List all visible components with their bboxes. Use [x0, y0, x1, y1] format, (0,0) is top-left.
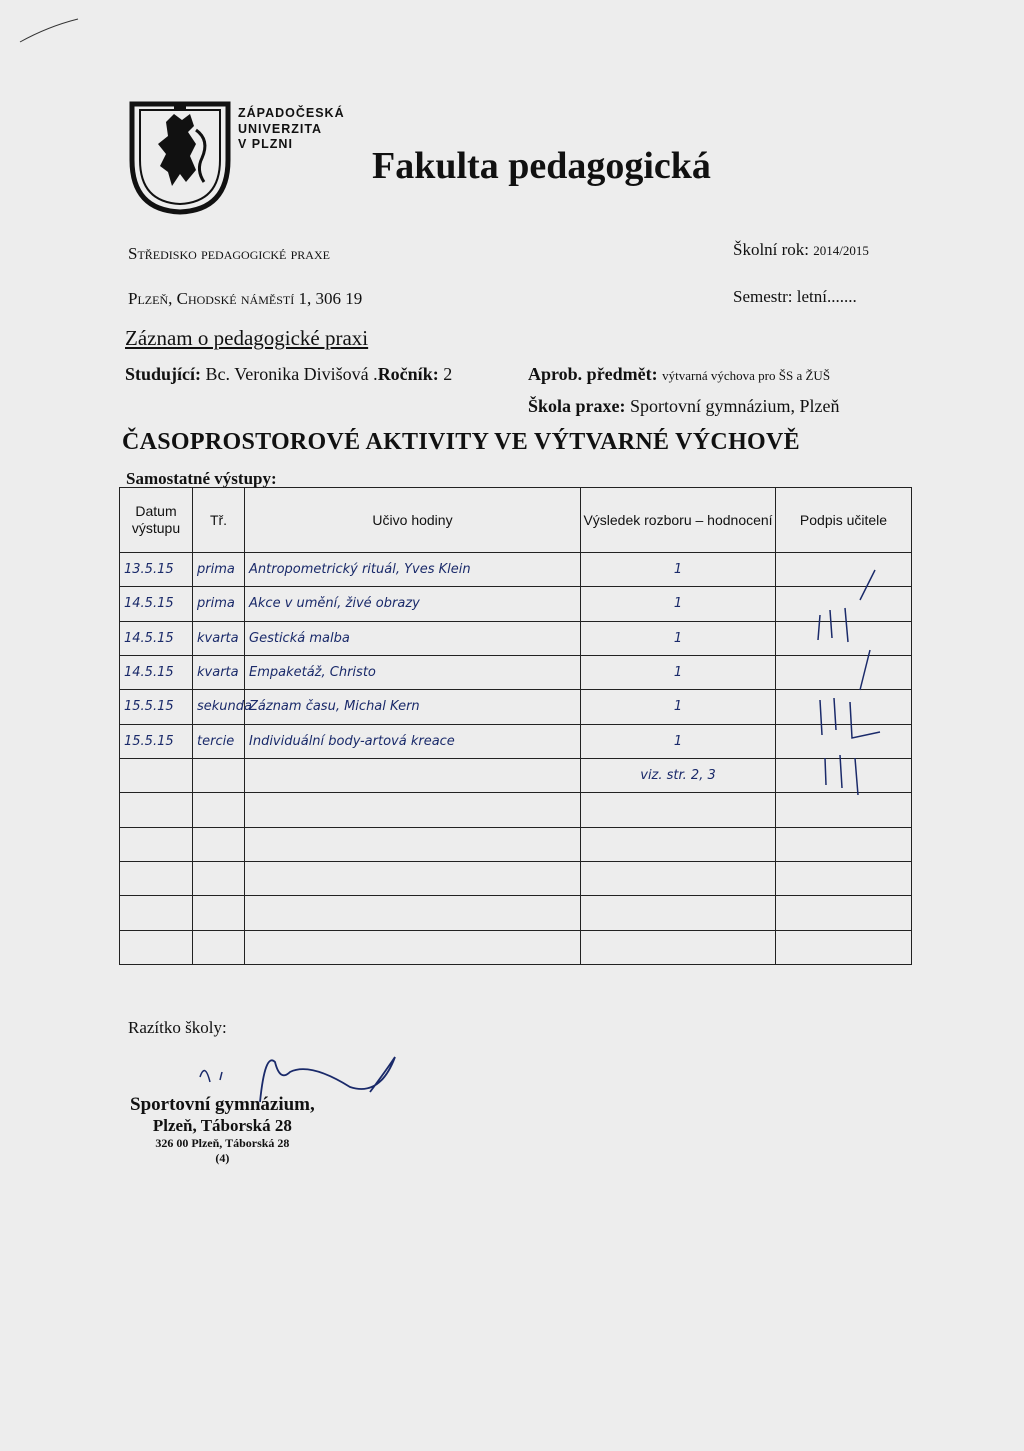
cell-topic [245, 930, 581, 964]
cell-result: 1 [581, 655, 776, 689]
header-result: Výsledek rozboru – hodnocení [581, 488, 776, 553]
cell-date: 15.5.15 [120, 690, 193, 724]
cell-result: 1 [581, 724, 776, 758]
cell-topic [245, 896, 581, 930]
university-line-2: UNIVERZITA [238, 121, 323, 136]
cell-result [581, 930, 776, 964]
cell-signature [776, 827, 912, 861]
stamp-label: Razítko školy: [128, 1018, 227, 1037]
stamp-line-3: 326 00 Plzeň, Táborská 28 [155, 1136, 290, 1150]
corner-pen-mark [18, 16, 83, 46]
cell-topic [245, 758, 581, 792]
table-row [120, 861, 912, 895]
school-year-label: Školní rok: [733, 240, 810, 259]
header-class: Tř. [193, 488, 245, 553]
section-title: ČASOPROSTOROVÉ AKTIVITY VE VÝTVARNÉ VÝCHOVĚ [122, 429, 800, 455]
cell-result [581, 861, 776, 895]
school-line [528, 396, 840, 417]
university-line-1: ZÁPADOČESKÁ [238, 106, 345, 120]
cell-class: kvarta [193, 655, 245, 689]
cell-result: 1 [581, 553, 776, 587]
cell-class [193, 930, 245, 964]
cell-class [193, 861, 245, 895]
cell-date [120, 930, 193, 964]
cell-signature [776, 930, 912, 964]
center-address: Plzeň, Chodské náměstí 1, 306 19 [128, 289, 363, 308]
table-row [120, 896, 912, 930]
record-title: Záznam o pedagogické praxi [125, 326, 369, 350]
student-value: Bc. Veronika Divišová . [205, 364, 378, 384]
cell-topic: Individuální body-artová kreace [245, 724, 581, 758]
year-label: Ročník: [377, 364, 439, 384]
year-value: 2 [443, 364, 453, 384]
university-name [238, 106, 345, 153]
cell-topic [245, 861, 581, 895]
cell-result: 1 [581, 690, 776, 724]
cell-class: tercie [193, 724, 245, 758]
aprob-label: Aprob. předmět: [528, 364, 658, 384]
cell-date: 14.5.15 [120, 587, 193, 621]
teacher-signature-scribble [790, 560, 905, 800]
cell-topic: Gestická malba [245, 621, 581, 655]
cell-date [120, 758, 193, 792]
cell-date [120, 861, 193, 895]
school-year-value: 2014/2015 [813, 243, 869, 258]
student-line [125, 364, 452, 385]
cell-signature [776, 861, 912, 895]
cell-date [120, 827, 193, 861]
cell-result: 1 [581, 621, 776, 655]
cell-result [581, 827, 776, 861]
cell-date [120, 896, 193, 930]
table-row [120, 827, 912, 861]
cell-class: prima [193, 587, 245, 621]
school-label: Škola praxe: [528, 396, 626, 416]
cell-signature [776, 896, 912, 930]
cell-result: viz. str. 2, 3 [581, 758, 776, 792]
stamp-line-1: Sportovní gymnázium, [130, 1094, 315, 1115]
school-year [733, 240, 869, 260]
cell-date [120, 793, 193, 827]
cell-topic: Antropometrický rituál, Yves Klein [245, 553, 581, 587]
table-row [120, 930, 912, 964]
cell-date: 15.5.15 [120, 724, 193, 758]
school-value: Sportovní gymnázium, Plzeň [630, 396, 840, 416]
cell-result: 1 [581, 587, 776, 621]
cell-topic [245, 827, 581, 861]
cell-result [581, 793, 776, 827]
cell-class [193, 896, 245, 930]
stamp-line-4: (4) [215, 1151, 230, 1165]
cell-topic: Akce v umění, živé obrazy [245, 587, 581, 621]
practice-center: Středisko pedagogické praxe [128, 244, 330, 263]
cell-class: prima [193, 553, 245, 587]
cell-result [581, 896, 776, 930]
table-header-row [120, 488, 912, 553]
student-label: Studující: [125, 364, 202, 384]
cell-class [193, 793, 245, 827]
aprob-value: výtvarná výchova pro ŠS a ŽUŠ [662, 368, 831, 383]
cell-topic: Záznam času, Michal Kern [245, 690, 581, 724]
cell-date: 14.5.15 [120, 655, 193, 689]
faculty-title: Fakulta pedagogická [372, 145, 711, 187]
cell-class: sekunda [193, 690, 245, 724]
header-date: Datum výstupu [120, 488, 193, 553]
semester: Semestr: letní....... [733, 287, 857, 306]
header-signature: Podpis učitele [776, 488, 912, 553]
cell-class: kvarta [193, 621, 245, 655]
aprob-line [528, 364, 830, 385]
cell-class [193, 827, 245, 861]
cell-topic [245, 793, 581, 827]
cell-date: 14.5.15 [120, 621, 193, 655]
stamp-line-2: Plzeň, Táborská 28 [152, 1116, 292, 1135]
school-stamp [130, 1094, 315, 1166]
cell-class [193, 758, 245, 792]
subsection-title: Samostatné výstupy: [126, 469, 277, 488]
university-logo-icon [130, 100, 230, 215]
cell-date: 13.5.15 [120, 553, 193, 587]
cell-topic: Empaketáž, Christo [245, 655, 581, 689]
header-topic: Učivo hodiny [245, 488, 581, 553]
university-line-3: V PLZNI [238, 137, 293, 151]
